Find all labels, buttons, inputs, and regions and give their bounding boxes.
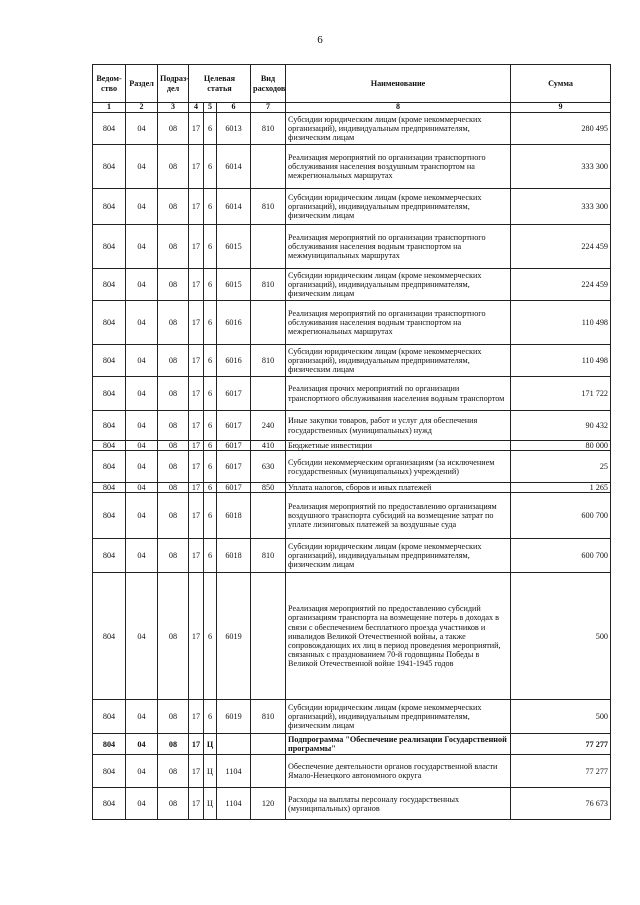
celevaya-statya-1-cell: 17 (189, 483, 204, 493)
table-row (93, 441, 611, 451)
celevaya-statya-3-cell: 6018 (217, 539, 251, 573)
razdel-cell: 04 (126, 225, 158, 269)
razdel-cell: 04 (126, 301, 158, 345)
celevaya-statya-2-cell: 6 (204, 483, 217, 493)
table-row (93, 755, 611, 788)
podrazdel-cell: 08 (158, 734, 189, 755)
razdel-cell: 04 (126, 755, 158, 788)
podrazdel-cell: 08 (158, 483, 189, 493)
table-row (93, 483, 611, 493)
vedomstvo-cell: 804 (93, 345, 126, 377)
celevaya-statya-2-cell: 6 (204, 113, 217, 145)
celevaya-statya-2-cell: 6 (204, 145, 217, 189)
naimenovanie-cell: Субсидии юридическим лицам (кроме некоммерческих организаций), индивидуальным предпринимателям, физическим лицам (286, 700, 511, 734)
summa-cell: 280 495 (511, 113, 611, 145)
naimenovanie-cell: Иные закупки товаров, работ и услуг для обеспечения государственных (муниципальных) нужд (286, 411, 511, 441)
vedomstvo-cell: 804 (93, 145, 126, 189)
vid-rashodov-cell (251, 493, 286, 539)
vid-rashodov-cell: 850 (251, 483, 286, 493)
celevaya-statya-2-cell: 6 (204, 411, 217, 441)
column-number-row (93, 103, 611, 113)
vid-rashodov-cell (251, 301, 286, 345)
celevaya-statya-1-cell: 17 (189, 755, 204, 788)
celevaya-statya-3-cell: 6017 (217, 483, 251, 493)
naimenovanie-cell: Субсидии юридическим лицам (кроме некоммерческих организаций), индивидуальным предпринимателям, физическим лицам (286, 189, 511, 225)
table-row (93, 573, 611, 700)
table-row (93, 189, 611, 225)
celevaya-statya-3-cell: 6013 (217, 113, 251, 145)
celevaya-statya-1-cell: 17 (189, 113, 204, 145)
podrazdel-cell: 08 (158, 441, 189, 451)
naimenovanie-cell: Реализация мероприятий по предоставлению субсидий организациям транспорта на возмещение потерь в доходах в связи с обеспечением бесплатного проезда участников и инвалидов Великой Отечественной войны, а также сопровождающих их лиц в период проведения мероприятий, связанных с празднованием 70-й годовщины Победы в Великой Отечественной войне 1941-1945 годов (286, 573, 511, 700)
column-number: 4 (189, 103, 204, 113)
vedomstvo-cell: 804 (93, 113, 126, 145)
celevaya-statya-3-cell: 6017 (217, 451, 251, 483)
vedomstvo-cell: 804 (93, 493, 126, 539)
celevaya-statya-2-cell: 6 (204, 700, 217, 734)
summa-cell: 90 432 (511, 411, 611, 441)
vedomstvo-cell: 804 (93, 539, 126, 573)
celevaya-statya-2-cell: 6 (204, 189, 217, 225)
celevaya-statya-2-cell: Ц (204, 755, 217, 788)
podrazdel-cell: 08 (158, 493, 189, 539)
vedomstvo-cell: 804 (93, 269, 126, 301)
naimenovanie-cell: Реализация мероприятий по предоставлению организациям воздушного транспорта субсидий на возмещение затрат по уплате лизинговых платежей за воздушные суда (286, 493, 511, 539)
celevaya-statya-3-cell: 6016 (217, 301, 251, 345)
column-number: 3 (158, 103, 189, 113)
vedomstvo-cell: 804 (93, 483, 126, 493)
razdel-cell: 04 (126, 734, 158, 755)
naimenovanie-cell: Бюджетные инвестиции (286, 441, 511, 451)
vedomstvo-cell: 804 (93, 755, 126, 788)
vid-rashodov-cell (251, 145, 286, 189)
celevaya-statya-2-cell: 6 (204, 493, 217, 539)
celevaya-statya-2-cell: Ц (204, 734, 217, 755)
podrazdel-cell: 08 (158, 145, 189, 189)
vedomstvo-cell: 804 (93, 411, 126, 441)
naimenovanie-cell: Уплата налогов, сборов и иных платежей (286, 483, 511, 493)
column-number: 5 (204, 103, 217, 113)
summa-cell: 224 459 (511, 225, 611, 269)
podrazdel-cell: 08 (158, 788, 189, 820)
razdel-cell: 04 (126, 441, 158, 451)
podrazdel-cell: 08 (158, 189, 189, 225)
vid-rashodov-cell (251, 734, 286, 755)
budget-table-body (93, 113, 611, 820)
vid-rashodov-cell: 810 (251, 269, 286, 301)
vedomstvo-cell: 804 (93, 734, 126, 755)
header-vedomstvo: Ведом-ство (93, 65, 126, 103)
table-row (93, 301, 611, 345)
vedomstvo-cell: 804 (93, 225, 126, 269)
column-number: 7 (251, 103, 286, 113)
vedomstvo-cell: 804 (93, 451, 126, 483)
table-row (93, 493, 611, 539)
vid-rashodov-cell: 810 (251, 700, 286, 734)
header-naimenovanie: Наименование (286, 65, 511, 103)
summa-cell: 224 459 (511, 269, 611, 301)
razdel-cell: 04 (126, 345, 158, 377)
celevaya-statya-3-cell: 1104 (217, 755, 251, 788)
razdel-cell: 04 (126, 573, 158, 700)
vid-rashodov-cell (251, 755, 286, 788)
table-row (93, 377, 611, 411)
naimenovanie-cell: Реализация мероприятий по организации транспортного обслуживания населения водным транспортом на межрегиональных маршрутах (286, 301, 511, 345)
celevaya-statya-1-cell: 17 (189, 451, 204, 483)
celevaya-statya-3-cell: 1104 (217, 788, 251, 820)
summa-cell: 600 700 (511, 539, 611, 573)
vid-rashodov-cell (251, 225, 286, 269)
vedomstvo-cell: 804 (93, 189, 126, 225)
celevaya-statya-3-cell: 6016 (217, 345, 251, 377)
celevaya-statya-1-cell: 17 (189, 539, 204, 573)
vid-rashodov-cell: 810 (251, 345, 286, 377)
podrazdel-cell: 08 (158, 451, 189, 483)
header-celevaya-statya: Целевая статья (189, 65, 251, 103)
celevaya-statya-1-cell: 17 (189, 411, 204, 441)
naimenovanie-cell: Субсидии некоммерческим организациям (за исключением государственных (муниципальных) учреждений) (286, 451, 511, 483)
table-row (93, 788, 611, 820)
razdel-cell: 04 (126, 377, 158, 411)
summa-cell: 500 (511, 700, 611, 734)
summa-cell: 76 673 (511, 788, 611, 820)
vedomstvo-cell: 804 (93, 700, 126, 734)
razdel-cell: 04 (126, 493, 158, 539)
podrazdel-cell: 08 (158, 269, 189, 301)
column-number: 8 (286, 103, 511, 113)
podrazdel-cell: 08 (158, 755, 189, 788)
celevaya-statya-3-cell: 6018 (217, 493, 251, 539)
celevaya-statya-2-cell: 6 (204, 451, 217, 483)
summa-cell: 333 300 (511, 145, 611, 189)
podrazdel-cell: 08 (158, 573, 189, 700)
column-number: 1 (93, 103, 126, 113)
podrazdel-cell: 08 (158, 700, 189, 734)
vid-rashodov-cell (251, 377, 286, 411)
celevaya-statya-1-cell: 17 (189, 441, 204, 451)
podrazdel-cell: 08 (158, 539, 189, 573)
naimenovanie-cell: Реализация прочих мероприятий по организации транспортного обслуживания населения водным транспортом (286, 377, 511, 411)
celevaya-statya-2-cell: 6 (204, 441, 217, 451)
celevaya-statya-1-cell: 17 (189, 301, 204, 345)
celevaya-statya-1-cell: 17 (189, 377, 204, 411)
vedomstvo-cell: 804 (93, 301, 126, 345)
celevaya-statya-1-cell: 17 (189, 734, 204, 755)
celevaya-statya-1-cell: 17 (189, 493, 204, 539)
summa-cell: 25 (511, 451, 611, 483)
table-row (93, 451, 611, 483)
summa-cell: 500 (511, 573, 611, 700)
vedomstvo-cell: 804 (93, 441, 126, 451)
summa-cell: 110 498 (511, 301, 611, 345)
summa-cell: 77 277 (511, 734, 611, 755)
celevaya-statya-3-cell: 6014 (217, 145, 251, 189)
header-summa: Сумма (511, 65, 611, 103)
budget-table (92, 64, 611, 820)
celevaya-statya-1-cell: 17 (189, 225, 204, 269)
table-row (93, 225, 611, 269)
naimenovanie-cell: Субсидии юридическим лицам (кроме некоммерческих организаций), индивидуальным предпринимателям, физическим лицам (286, 539, 511, 573)
page-number: 6 (317, 34, 323, 46)
summa-cell: 110 498 (511, 345, 611, 377)
header-vid-rashodov: Вид расходов (251, 65, 286, 103)
celevaya-statya-3-cell: 6019 (217, 700, 251, 734)
summa-cell: 1 265 (511, 483, 611, 493)
naimenovanie-cell: Реализация мероприятий по организации транспортного обслуживания населения воздушным транспортом на межрегиональных маршрутах (286, 145, 511, 189)
vedomstvo-cell: 804 (93, 573, 126, 700)
celevaya-statya-3-cell: 6019 (217, 573, 251, 700)
column-number: 2 (126, 103, 158, 113)
razdel-cell: 04 (126, 411, 158, 441)
vid-rashodov-cell (251, 573, 286, 700)
celevaya-statya-3-cell: 6015 (217, 269, 251, 301)
celevaya-statya-2-cell: 6 (204, 269, 217, 301)
table-row (93, 539, 611, 573)
table-row (93, 269, 611, 301)
razdel-cell: 04 (126, 788, 158, 820)
naimenovanie-cell: Субсидии юридическим лицам (кроме некоммерческих организаций), индивидуальным предпринимателям, физическим лицам (286, 345, 511, 377)
celevaya-statya-1-cell: 17 (189, 788, 204, 820)
vid-rashodov-cell: 810 (251, 189, 286, 225)
razdel-cell: 04 (126, 145, 158, 189)
razdel-cell: 04 (126, 189, 158, 225)
table-row (93, 345, 611, 377)
celevaya-statya-3-cell: 6014 (217, 189, 251, 225)
summa-cell: 600 700 (511, 493, 611, 539)
table-row (93, 700, 611, 734)
celevaya-statya-1-cell: 17 (189, 269, 204, 301)
celevaya-statya-2-cell: 6 (204, 225, 217, 269)
celevaya-statya-2-cell: 6 (204, 301, 217, 345)
table-row (93, 145, 611, 189)
razdel-cell: 04 (126, 451, 158, 483)
naimenovanie-cell: Реализация мероприятий по организации транспортного обслуживания населения водным транспортом на межмуниципальных маршрутах (286, 225, 511, 269)
naimenovanie-cell: Обеспечение деятельности органов государственной власти Ямало-Ненецкого автономного округа (286, 755, 511, 788)
celevaya-statya-1-cell: 17 (189, 573, 204, 700)
podrazdel-cell: 08 (158, 113, 189, 145)
vid-rashodov-cell: 810 (251, 113, 286, 145)
summa-cell: 171 722 (511, 377, 611, 411)
celevaya-statya-1-cell: 17 (189, 145, 204, 189)
celevaya-statya-2-cell: Ц (204, 788, 217, 820)
razdel-cell: 04 (126, 113, 158, 145)
podrazdel-cell: 08 (158, 225, 189, 269)
header-podrazdel: Подраз-дел (158, 65, 189, 103)
column-number: 9 (511, 103, 611, 113)
celevaya-statya-2-cell: 6 (204, 573, 217, 700)
naimenovanie-cell: Субсидии юридическим лицам (кроме некоммерческих организаций), индивидуальным предпринимателям, физическим лицам (286, 113, 511, 145)
table-row (93, 411, 611, 441)
celevaya-statya-1-cell: 17 (189, 345, 204, 377)
vedomstvo-cell: 804 (93, 377, 126, 411)
celevaya-statya-2-cell: 6 (204, 539, 217, 573)
celevaya-statya-1-cell: 17 (189, 189, 204, 225)
podrazdel-cell: 08 (158, 345, 189, 377)
table-row (93, 113, 611, 145)
column-number: 6 (217, 103, 251, 113)
razdel-cell: 04 (126, 269, 158, 301)
celevaya-statya-3-cell (217, 734, 251, 755)
razdel-cell: 04 (126, 483, 158, 493)
celevaya-statya-3-cell: 6017 (217, 411, 251, 441)
naimenovanie-cell: Расходы на выплаты персоналу государственных (муниципальных) органов (286, 788, 511, 820)
podrazdel-cell: 08 (158, 411, 189, 441)
summa-cell: 333 300 (511, 189, 611, 225)
vid-rashodov-cell: 120 (251, 788, 286, 820)
celevaya-statya-3-cell: 6015 (217, 225, 251, 269)
vid-rashodov-cell: 240 (251, 411, 286, 441)
razdel-cell: 04 (126, 700, 158, 734)
celevaya-statya-2-cell: 6 (204, 377, 217, 411)
vid-rashodov-cell: 410 (251, 441, 286, 451)
podrazdel-cell: 08 (158, 301, 189, 345)
celevaya-statya-3-cell: 6017 (217, 377, 251, 411)
celevaya-statya-1-cell: 17 (189, 700, 204, 734)
podrazdel-cell: 08 (158, 377, 189, 411)
header-razdel: Раздел (126, 65, 158, 103)
celevaya-statya-2-cell: 6 (204, 345, 217, 377)
table-row (93, 734, 611, 755)
razdel-cell: 04 (126, 539, 158, 573)
naimenovanie-cell: Подпрограмма "Обеспечение реализации Государственной программы" (286, 734, 511, 755)
vid-rashodov-cell: 630 (251, 451, 286, 483)
celevaya-statya-3-cell: 6017 (217, 441, 251, 451)
summa-cell: 77 277 (511, 755, 611, 788)
naimenovanie-cell: Субсидии юридическим лицам (кроме некоммерческих организаций), индивидуальным предпринимателям, физическим лицам (286, 269, 511, 301)
vid-rashodov-cell: 810 (251, 539, 286, 573)
vedomstvo-cell: 804 (93, 788, 126, 820)
summa-cell: 80 000 (511, 441, 611, 451)
